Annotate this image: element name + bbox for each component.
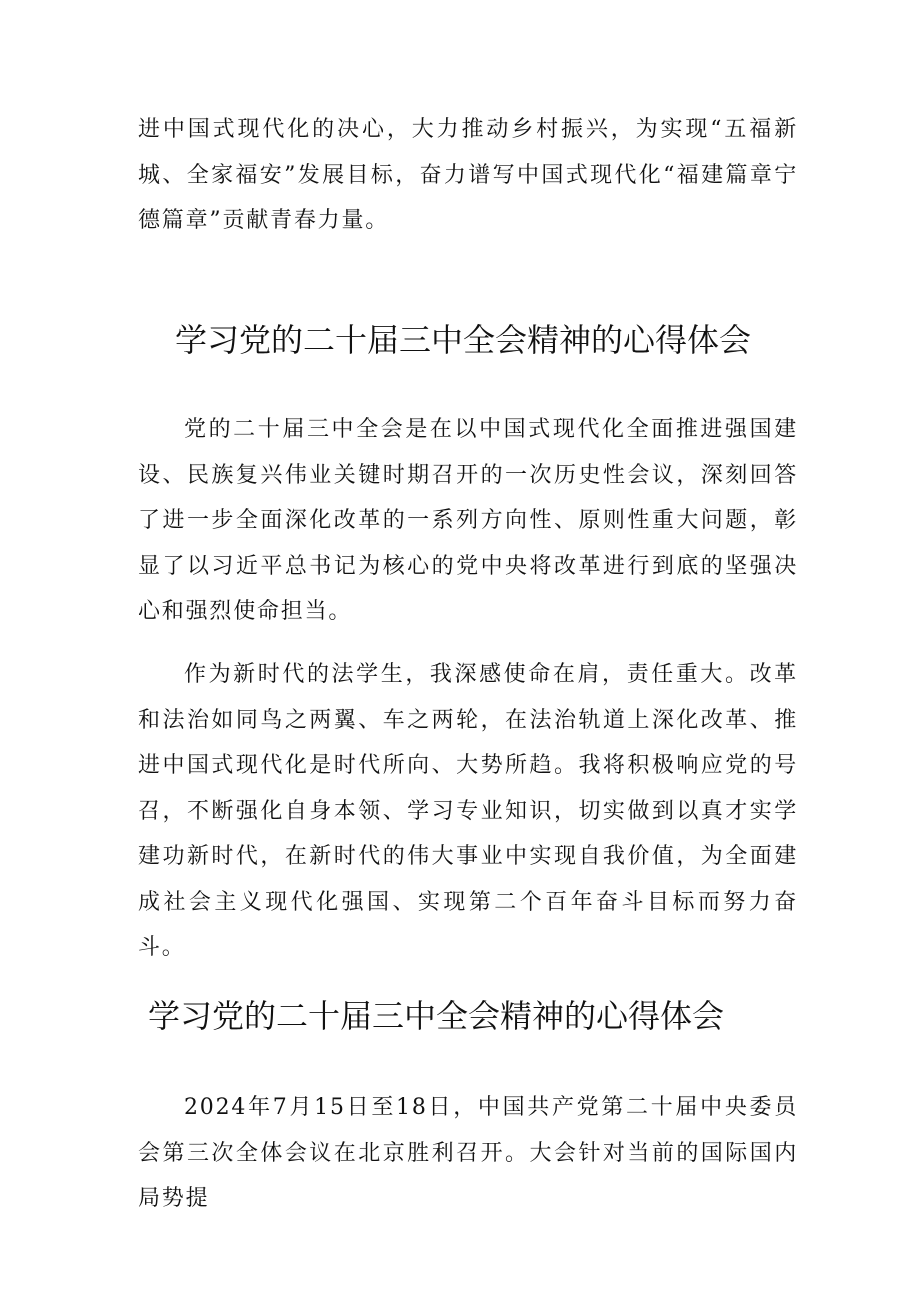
section-1-title: 学习党的二十届三中全会精神的心得体会	[175, 321, 752, 359]
intro-paragraph: 进中国式现代化的决心，大力推动乡村振兴，为实现“五福新城、全家福安”发展目标，奋力谱写中国式现代化“福建篇章宁德篇章”贡献青春力量。	[138, 117, 798, 233]
section-1-paragraph-2: 作为新时代的法学生，我深感使命在肩，责任重大。改革和法治如同鸟之两翼、车之两轮，在法治轨道上深化改革、推进中国式现代化是时代所向、大势所趋。我将积极响应党的号召，不断强化自身本领、学习专业知识，切实做到以真才实学建功新时代，在新时代的伟大事业中实现自我价值，为全面建成社会主义现代化强国、实现第二个百年奋斗目标而努力奋斗。	[138, 662, 798, 960]
section-1-paragraph-1: 党的二十届三中全会是在以中国式现代化全面推进强国建设、民族复兴伟业关键时期召开的一次历史性会议，深刻回答了进一步全面深化改革的一系列方向性、原则性重大问题，彰显了以习近平总书记为核心的党中央将改革进行到底的坚强决心和强烈使命担当。	[138, 417, 798, 624]
section-2-title: 学习党的二十届三中全会精神的心得体会	[148, 997, 725, 1035]
section-2-paragraph-1: 2024年7月15日至18日，中国共产党第二十届中央委员会第三次全体会议在北京胜利召开。大会针对当前的国际国内局势提	[138, 1095, 798, 1211]
